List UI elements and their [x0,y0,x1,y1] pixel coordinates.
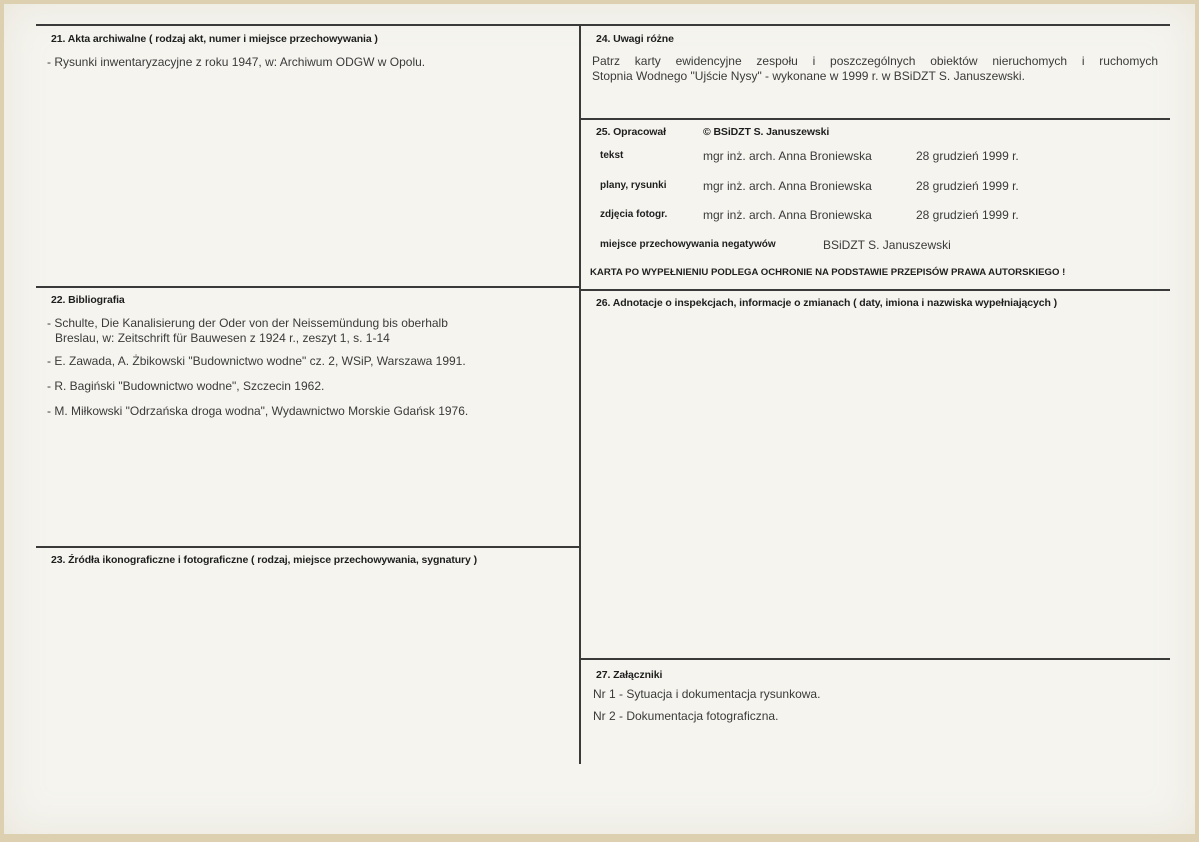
bibliography-item: - R. Bagiński "Budownictwo wodne", Szczecin 1962. [47,379,325,393]
top-border [36,24,1170,26]
section-22-title: 22. Bibliografia [51,294,125,306]
section-21-item: - Rysunki inwentaryzacyjne z roku 1947, w: Archiwum ODGW w Opolu. [47,55,426,69]
row-name-tekst: mgr inż. arch. Anna Broniewska [703,149,872,163]
row-date-zdjecia: 28 grudzień 1999 r. [916,208,1019,222]
section-24-text-line1: Patrz karty ewidencyjne zespołu i poszczególnych obiektów nieruchomych i ruchomych [592,54,1158,68]
negatives-label: miejsce przechowywania negatywów [600,239,776,250]
section-25-title: 25. Opracował [596,126,666,138]
row-label-zdjecia: zdjęcia fotogr. [600,209,668,220]
section-24-text-line2: Stopnia Wodnego "Ujście Nysy" - wykonane w 1999 r. w BSiDZT S. Januszewski. [592,69,1025,83]
bibliography-item-continuation: Breslau, w: Zeitschrift für Bauwesen z 1924 r., zeszyt 1, s. 1-14 [55,331,390,345]
section-27-title: 27. Załączniki [596,669,663,681]
attachment-item: Nr 1 - Sytuacja i dokumentacja rysunkowa. [593,687,821,701]
row-name-zdjecia: mgr inż. arch. Anna Broniewska [703,208,872,222]
section-24-title: 24. Uwagi różne [596,33,674,45]
row-label-tekst: tekst [600,150,624,161]
row-date-tekst: 28 grudzień 1999 r. [916,149,1019,163]
divider-25-26 [580,289,1170,291]
section-26-title: 26. Adnotacje o inspekcjach, informacje o zmianach ( daty, imiona i nazwiska wypełniających ) [596,297,1058,309]
bibliography-item: - Schulte, Die Kanalisierung der Oder von der Neissemündung bis oberhalb [47,316,448,330]
copyright-notice: KARTA PO WYPEŁNIENIU PODLEGA OCHRONIE NA PODSTAWIE PRZEPISÓW PRAWA AUTORSKIEGO ! [590,267,1066,278]
divider-26-27 [580,658,1170,660]
section-23-title: 23. Źródła ikonograficzne i fotograficzne ( rodzaj, miejsce przechowywania, sygnatury ) [51,554,477,566]
divider-22-23 [36,546,580,548]
bibliography-item: - E. Zawada, A. Żbikowski "Budownictwo wodne" cz. 2, WSiP, Warszawa 1991. [47,354,466,368]
attachment-item: Nr 2 - Dokumentacja fotograficzna. [593,709,779,723]
bibliography-item: - M. Miłkowski "Odrzańska droga wodna", Wydawnictwo Morskie Gdańsk 1976. [47,404,469,418]
center-divider [579,24,581,764]
negatives-value: BSiDZT S. Januszewski [823,238,951,252]
divider-24-25 [580,118,1170,120]
row-name-plany: mgr inż. arch. Anna Broniewska [703,179,872,193]
divider-21-22 [36,286,580,288]
row-label-plany: plany, rysunki [600,180,667,191]
row-date-plany: 28 grudzień 1999 r. [916,179,1019,193]
section-25-author: © BSiDZT S. Januszewski [703,126,830,138]
section-21-title: 21. Akta archiwalne ( rodzaj akt, numer i miejsce przechowywania ) [51,33,378,45]
